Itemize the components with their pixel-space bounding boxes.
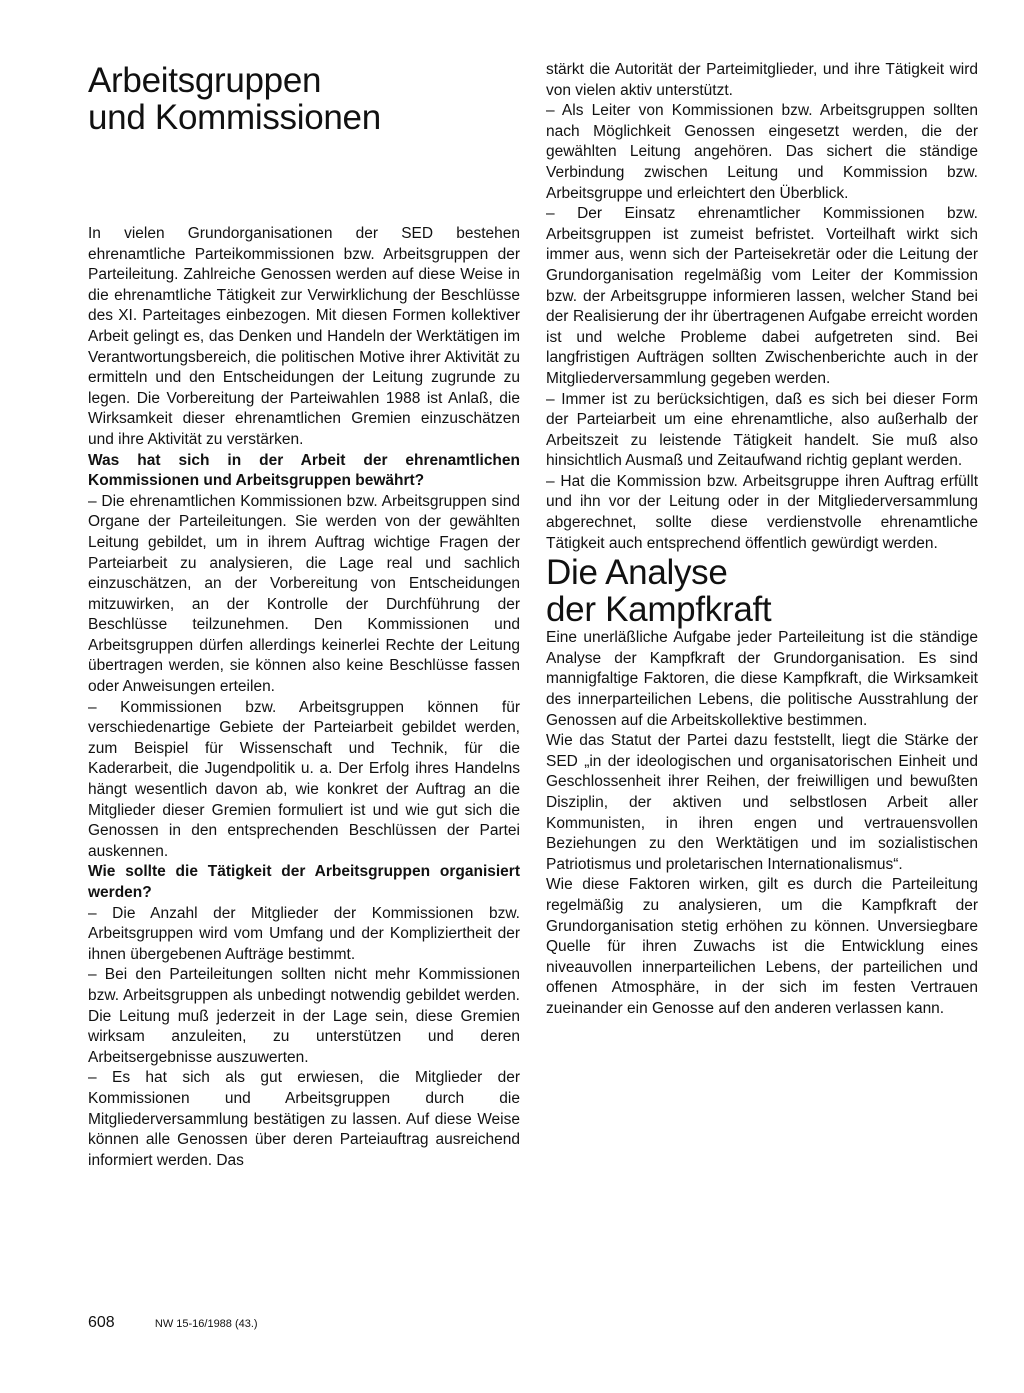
paragraph: Wie diese Faktoren wirken, gilt es durch die Parteileitung regelmäßig zu analysieren, um die Kampfkraft der Grundorganisation stetig erhöhen zu können. Unversiegbare Quelle für ihren Zuwachs ist die Entwicklung eines niveauvollen innerparteilichen Lebens, der parteilichen und offenen Atmosphäre, in der sich im festen Vertrauen zueinander ein Genosse auf den anderen verlassen kann. (546, 876, 978, 1017)
right-column (546, 60, 978, 1020)
paragraph: – Die ehrenamtlichen Kommissionen bzw. Arbeitsgruppen sind Organe der Parteileitungen. Sie werden von der gewählten Leitung gebildet, um in ihrem Auftrag wichtige Fragen der Parteiarbeit zu analysieren, die Lage real und sachlich einzuschätzen, an der Vorbereitung von Entscheidungen mitzuwirken, an der Kontrolle der Durchführung der Beschlüsse teilzunehmen. Den Kommissionen und Arbeitsgruppen dürfen allerdings keinerlei Rechte der Leitung übertragen werden, sie können also keine Beschlüsse fassen oder Anweisungen erteilen. (88, 492, 520, 696)
page-number: 608 (88, 1314, 115, 1331)
paragraph: – Bei den Parteileitungen sollten nicht mehr Kommissionen bzw. Arbeitsgruppen als unbedingt notwendig gebildet werden. Die Leitung muß jederzeit in der Lage sein, diese Gremien wirksam anzuleiten, zu unterstützen und deren Arbeitsergebnisse auszuwerten. (88, 966, 520, 1066)
heading-line: Die Analyse (546, 553, 728, 593)
paragraph: – Der Einsatz ehrenamtlicher Kommissionen bzw. Arbeitsgruppen ist zumeist befristet. Vorteilhaft wirkt sich immer aus, wenn sich der Parteisekretär oder die Leitung der Grundorganisation regelmäßig vom Leiter der Kommission bzw. der Arbeitsgruppe informieren lassen, welcher Stand bei der Realisierung der ihr übertragenen Aufgabe erreicht worden ist und welche Probleme dabei aufgetreten sind. Bei langfristigen Aufträgen sollten Zwischenberichte auch in der Mitgliederversammlung gegeben werden. (546, 205, 978, 387)
heading-line: Arbeitsgruppen (88, 61, 322, 100)
paragraph: stärkt die Autorität der Parteimitglieder, und ihre Tätigkeit wird von vielen aktiv unterstützt. (546, 61, 978, 99)
article-heading-arbeitsgruppen (88, 62, 520, 136)
right-body-text-top (546, 60, 978, 554)
heading-line: und Kommissionen (88, 98, 381, 137)
article-heading-analyse (546, 554, 978, 628)
paragraph: – Es hat sich als gut erwiesen, die Mitglieder der Kommissionen und Arbeitsgruppen durch die Mitgliederversammlung bestätigen zu lassen. Auf diese Weise können alle Genossen über deren Parteiauftrag ausreichend informiert werden. Das (88, 1069, 520, 1169)
page-footer (88, 1314, 258, 1332)
left-column (88, 58, 520, 1171)
left-body-text (88, 224, 520, 1171)
paragraph: – Hat die Kommission bzw. Arbeitsgruppe ihren Auftrag erfüllt und ihn vor der Leitung oder in der Mitgliederversammlung abgerechnet, sollte diese verdienstvolle ehrenamtliche Tätigkeit auch entsprechend öffentlich gewürdigt werden. (546, 472, 978, 552)
issue-reference: NW 15-16/1988 (43.) (154, 1318, 258, 1330)
right-body-text-bottom (546, 628, 978, 1019)
paragraph: – Immer ist zu berücksichtigen, daß es sich bei dieser Form der Parteiarbeit um eine ehrenamtliche, also außerhalb der Arbeitszeit zu leistende Tätigkeit handelt. Sie muß also hinsichtlich Ausmaß und Zeitaufwand richtig geplant werden. (546, 390, 978, 470)
paragraph: – Die Anzahl der Mitglieder der Kommissionen bzw. Arbeitsgruppen wird vom Umfang und der Kompliziertheit der ihnen übergebenen Aufträge bestimmt. (88, 904, 520, 963)
question-heading: Wie sollte die Tätigkeit der Arbeitsgruppen organisiert werden? (88, 863, 520, 901)
paragraph: Eine unerläßliche Aufgabe jeder Parteileitung ist die ständige Analyse der Kampfkraft der Grundorganisation. Es sind mannigfaltige Faktoren, die diese Kampfkraft, die Wirksamkeit des innerparteilichen Lebens, die politische Ausstrahlung der Genossen auf die Arbeitskollektive bestimmen. (546, 629, 978, 729)
paragraph: – Als Leiter von Kommissionen bzw. Arbeitsgruppen sollten nach Möglichkeit Genossen eingesetzt werden, die der gewählten Leitung angehören. Das sichert die ständige Verbindung zwischen Leitung und Kommission bzw. Arbeitsgruppe und erleichtert den Überblick. (546, 102, 978, 202)
paragraph: – Kommissionen bzw. Arbeitsgruppen können für verschiedenartige Gebiete der Parteiarbeit gebildet werden, zum Beispiel für Wissenschaft und Technik, für die Kaderarbeit, die Jugendpolitik u. a. Der Erfolg ihres Handelns hängt wesentlich davon ab, wie konkret der Auftrag an die Mitglieder dieser Gremien formuliert ist und wie gut sich die Genossen in den entsprechenden Beschlüssen der Partei auskennen. (88, 698, 520, 860)
heading-line: der Kampfkraft (546, 590, 772, 630)
question-heading: Was hat sich in der Arbeit der ehrenamtlichen Kommissionen und Arbeitsgruppen bewährt? (88, 451, 520, 490)
paragraph: In vielen Grundorganisationen der SED bestehen ehrenamtliche Parteikommissionen bzw. Arbeitsgruppen der Parteileitung. Zahlreiche Genossen werden auf diese Weise in die ehrenamtliche Tätigkeit zur Verwirklichung der Beschlüsse des XI. Parteitages einbezogen. Mit diesen Formen kollektiver Arbeit gelingt es, das Denken und Handeln der Werktätigen im Verantwortungsbereich, die politischen Motive ihrer Aktivität zu ermitteln und den Entscheidungen der Leitung zugrunde zu legen. Die Vorbereitung der Parteiwahlen 1988 ist Anlaß, die Wirksamkeit dieser ehrenamtlichen Gremien einzuschätzen und ihre Aktivität zu verstärken. (88, 225, 520, 448)
paragraph: Wie das Statut der Partei dazu feststellt, liegt die Stärke der SED „in der ideologischen und organisatorischen Einheit und Geschlossenheit ihrer Reihen, der freiwilligen und bewußten Disziplin, der aktiven und selbstlosen Arbeit aller Kommunisten, in ihren engen und vertrauensvollen Beziehungen zu den Werktätigen und im sozialistischen Patriotismus und proletarischen Internationalismus“. (546, 732, 978, 873)
